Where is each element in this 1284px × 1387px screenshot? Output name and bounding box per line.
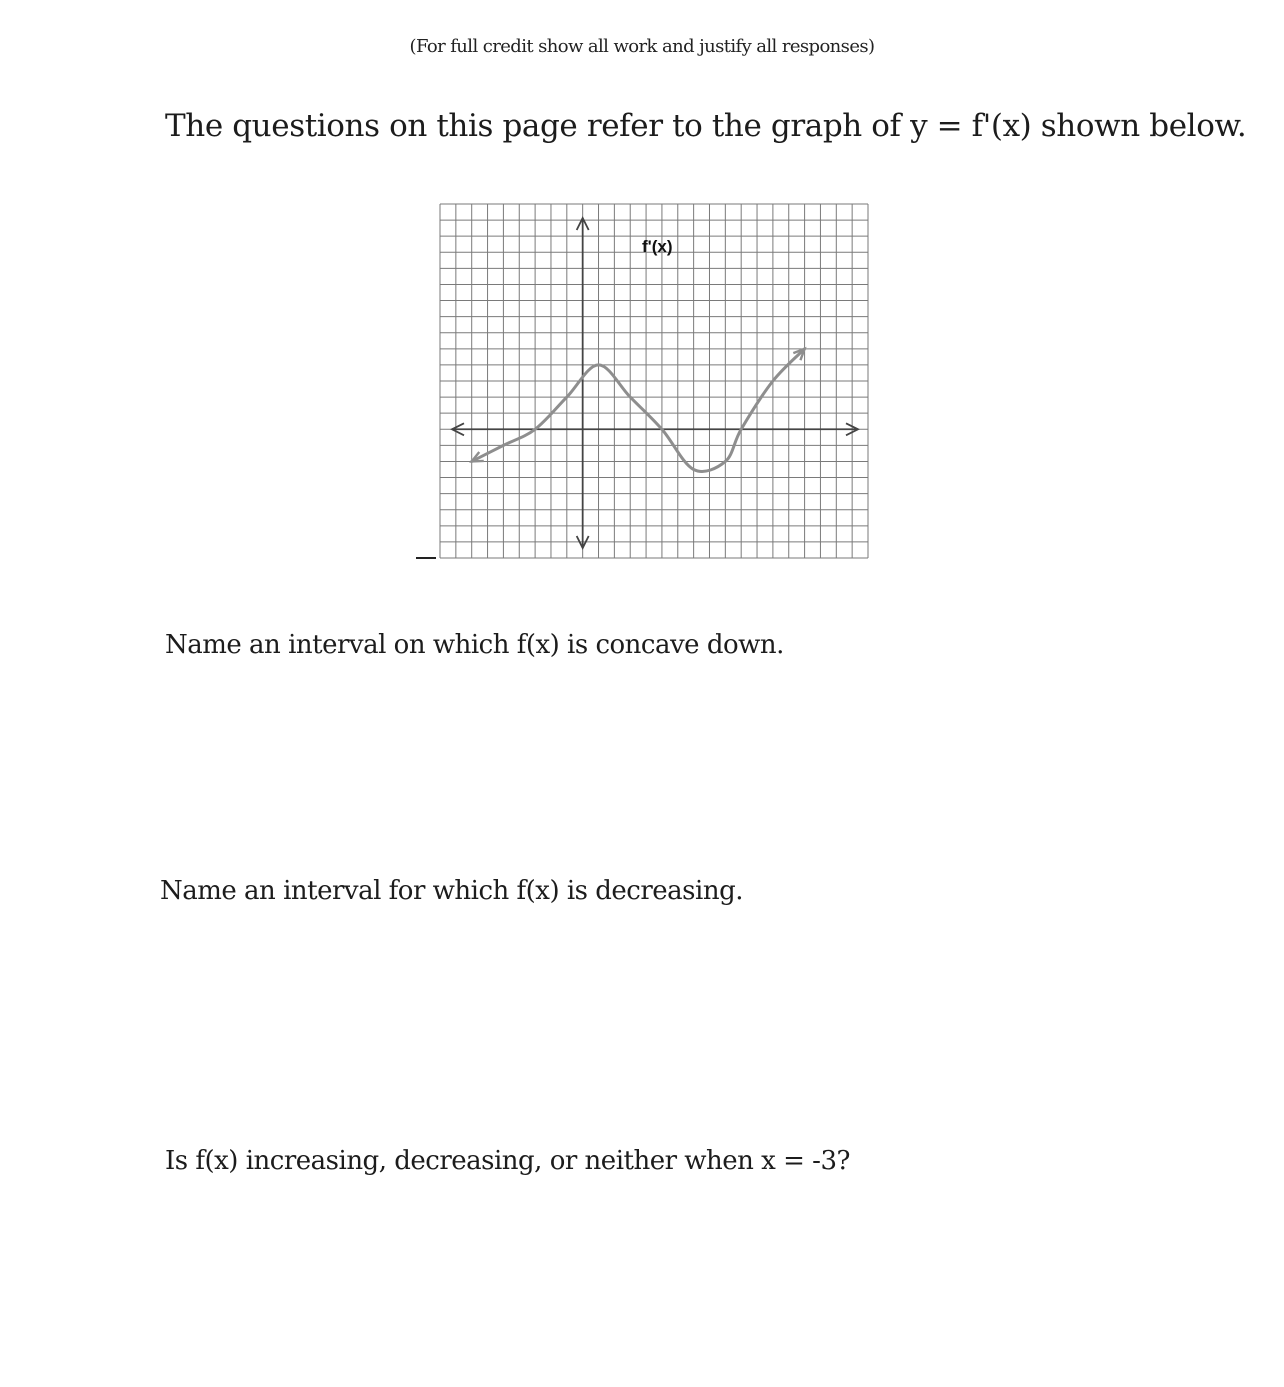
- series-line-f-prime: [472, 349, 805, 472]
- intro-text: The questions on this page refer to the graph of y = f'(x) shown below.: [165, 108, 1247, 144]
- grid-lines: [440, 204, 868, 558]
- axes: [452, 218, 858, 548]
- graph-figure: [410, 196, 880, 566]
- data-point: [598, 364, 600, 366]
- data-point: [772, 380, 774, 382]
- data-point: [534, 428, 536, 430]
- data-point: [661, 428, 663, 430]
- data-point: [566, 396, 568, 398]
- question-decreasing: Name an interval for which f(x) is decreasing.: [160, 876, 743, 906]
- graph-label: f'(x): [642, 237, 673, 256]
- data-point: [725, 461, 727, 463]
- instructions-note: (For full credit show all work and justify all responses): [409, 36, 875, 57]
- data-point: [693, 469, 695, 471]
- graph-svg: [410, 196, 880, 566]
- data-point: [740, 428, 742, 430]
- question-at-x-minus-3: Is f(x) increasing, decreasing, or neither when x = -3?: [165, 1146, 850, 1176]
- question-concave-down: Name an interval on which f(x) is concave down.: [165, 630, 784, 660]
- data-point: [629, 396, 631, 398]
- data-point: [503, 445, 505, 447]
